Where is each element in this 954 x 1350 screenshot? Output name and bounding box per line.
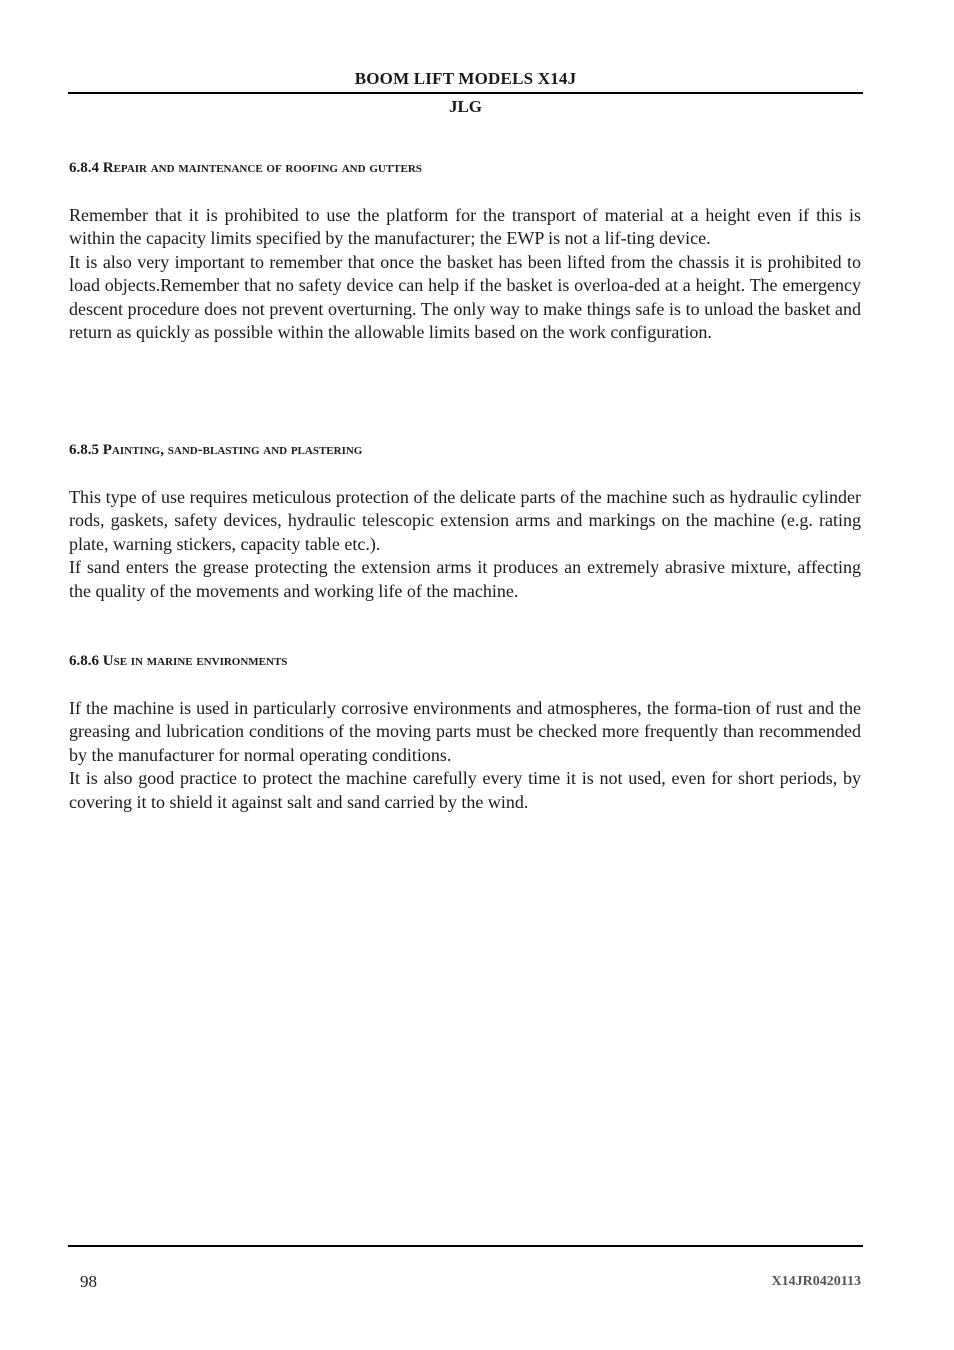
- paragraph: Remember that it is prohibited to use the platform for the transport of material at a height even if this is within the capacity limits specified by the manufacturer; the EWP is not a lif-ting device.: [69, 205, 861, 249]
- section-body: [69, 204, 861, 344]
- header-title: BOOM LIFT MODELS X14J: [354, 69, 577, 88]
- section-body: [69, 486, 861, 603]
- paragraph: It is also very important to remember that once the basket has been lifted from the chassis it is prohibited to load objects.Remember that no safety device can help if the basket is overloa-ded at a height. The emergency descent procedure does not prevent overturning. The only way to make things safe is to unload the basket and return as quickly as possible within the allowable limits based on the work configuration.: [69, 251, 861, 343]
- header-rule: [68, 92, 863, 94]
- page-number: 98: [80, 1272, 97, 1291]
- footer-rule: [68, 1245, 863, 1247]
- section-painting: [69, 440, 861, 603]
- paragraph: It is also good practice to protect the machine carefully every time it is not used, even for short periods, by covering it to shield it against salt and sand carried by the wind.: [69, 768, 861, 812]
- section-heading: 6.8.5 Painting, sand-blasting and plastering: [69, 442, 363, 458]
- paragraph: If sand enters the grease protecting the extension arms it produces an extremely abrasive mixture, affecting the quality of the movements and working life of the machine.: [69, 557, 861, 601]
- section-heading: 6.8.6 Use in marine environments: [69, 653, 288, 669]
- section-repair-roofing: [69, 158, 861, 344]
- section-body: [69, 697, 861, 814]
- section-marine: [69, 651, 861, 814]
- section-heading: 6.8.4 Repair and maintenance of roofing and gutters: [69, 160, 422, 176]
- paragraph: This type of use requires meticulous protection of the delicate parts of the machine such as hydraulic cylinder rods, gaskets, safety devices, hydraulic telescopic extension arms and markings on the machine (e.g. rating plate, warning stickers, capacity table etc.).: [69, 487, 861, 554]
- document-code: X14JR0420113: [771, 1274, 861, 1289]
- paragraph: If the machine is used in particularly corrosive environments and atmospheres, the forma-tion of rust and the greasing and lubrication conditions of the moving parts must be checked more frequently than recommended by the manufacturer for normal operating conditions.: [69, 698, 861, 765]
- header-brand: JLG: [448, 97, 483, 116]
